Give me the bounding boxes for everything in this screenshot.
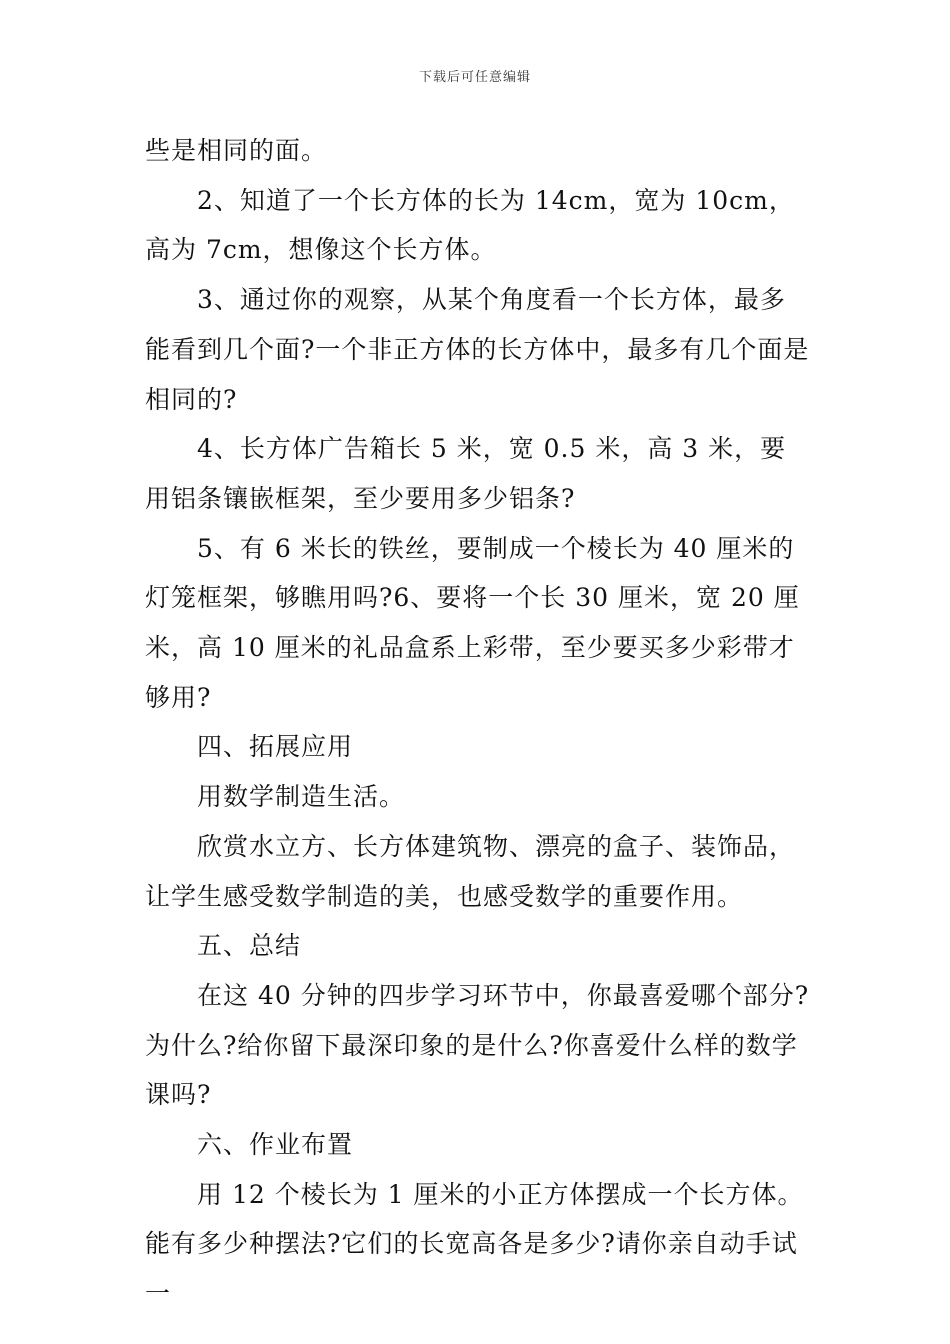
exercise-2-paragraph: 2、知道了一个长方体的长为 14cm，宽为 10cm，高为 7cm，想像这个长方体。: [145, 185, 795, 265]
document-body: [145, 126, 810, 1319]
summary-paragraph: 在这 40 分钟的四步学习环节中，你最喜爱哪个部分?为什么?给你留下最深印象的是什么?你喜爱什么样的数学课吗?: [145, 980, 810, 1110]
exercise-5-6-paragraph: 5、有 6 米长的铁丝，要制成一个棱长为 40 厘米的灯笼框架，够瞧用吗?6、要将一个长 30 厘米，宽 20 厘米，高 10 厘米的礼品盒系上彩带，至少要买多少彩带才够用?: [145, 533, 800, 712]
section-heading-extension: 四、拓展应用: [197, 732, 354, 762]
section-heading-homework: 六、作业布置: [197, 1130, 354, 1160]
paragraph-continuation: 些是相同的面。: [145, 136, 328, 165]
exercise-3-paragraph: 3、通过你的观察，从某个角度看一个长方体，最多能看到几个面?一个非正方体的长方体中，最多有几个面是相同的?: [145, 285, 810, 414]
exercise-4-paragraph: 4、长方体广告箱长 5 米，宽 0.5 米，高 3 米，要用铝条镶嵌框架，至少要用多少铝条?: [145, 434, 787, 513]
page-header: 下载后可任意编辑: [418, 70, 531, 85]
appreciation-paragraph: 欣赏水立方、长方体建筑物、漂亮的盒子、装饰品，让学生感受数学制造的美，也感受数学的重要作用。: [145, 831, 796, 911]
extension-paragraph: 用数学制造生活。: [197, 782, 406, 812]
section-heading-summary: 五、总结: [197, 931, 302, 961]
homework-paragraph: 用 12 个棱长为 1 厘米的小正方体摆成一个长方体。能有多少种摆法?它们的长宽高各是多少?请你亲自动手试一: [145, 1179, 804, 1309]
